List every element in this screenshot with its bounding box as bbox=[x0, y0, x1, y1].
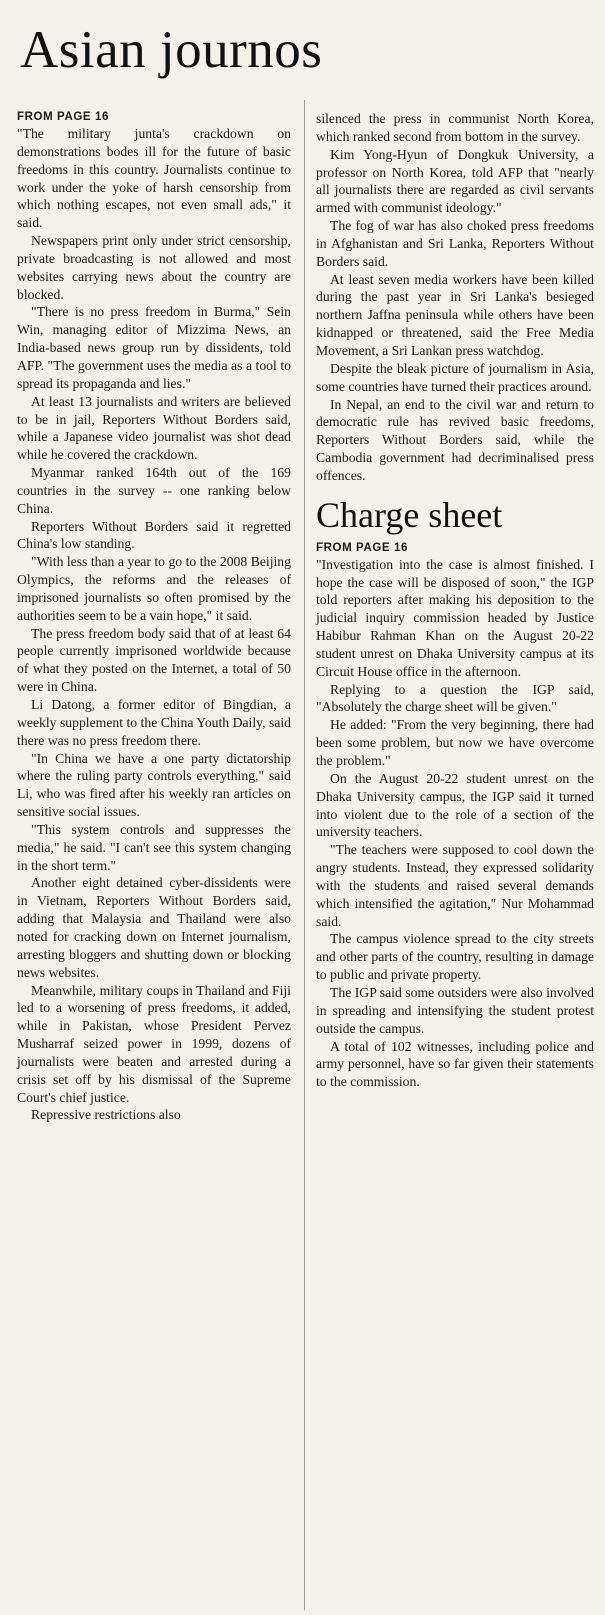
right-column bbox=[316, 110, 594, 1091]
paragraph: At least seven media workers have been killed during the past year in Sri Lanka's besieged northern Jaffna peninsula while others have been kidnapped or threatened, said the Free Media Movement, a Sri Lankan press watchdog. bbox=[316, 271, 594, 358]
kicker-from-page: FROM PAGE 16 bbox=[17, 111, 109, 123]
paragraph: "Investigation into the case is almost finished. I hope the case will be disposed of soon," the IGP told reporters after making his deposition to the judicial inquiry commission headed by Justice Habibur Rahman Khan on the August 20-22 student unrest on Dhaka University campus at its Circuit House office in the afternoon. bbox=[316, 556, 594, 679]
paragraph: The press freedom body said that of at least 64 people currently imprisoned worldwide because of what they posted on the Internet, a total of 50 were in China. bbox=[17, 625, 291, 695]
paragraph: "With less than a year to go to the 2008 Beijing Olympics, the reforms and the releases of imprisoned journalists so often promised by the authorities seem to be a vain hope," it said. bbox=[17, 554, 291, 623]
paragraph: Newspapers print only under strict censorship, private broadcasting is not allowed and most websites carrying news about the country are blocked. bbox=[17, 233, 291, 302]
paragraph: Myanmar ranked 164th out of the 169 countries in the survey -- one ranking below China. bbox=[17, 465, 291, 516]
paragraph: Despite the bleak picture of journalism in Asia, some countries have turned their practices around. bbox=[316, 360, 594, 394]
paragraph: Kim Yong-Hyun of Dongkuk University, a professor on North Korea, told AFP that "nearly all journalists there are regarded as civil servants armed with communist ideology." bbox=[316, 146, 594, 216]
headline-asian-journos: Asian journos bbox=[20, 21, 323, 79]
kicker-from-page: FROM PAGE 16 bbox=[316, 541, 408, 554]
paragraph: The fog of war has also choked press freedoms in Afghanistan and Sri Lanka, Reporters Without Borders said. bbox=[316, 218, 594, 269]
headline-charge-sheet: Charge sheet bbox=[316, 494, 503, 535]
paragraph: A total of 102 witnesses, including police and army personnel, have so far given their statements to the commission. bbox=[316, 1038, 594, 1090]
column-divider bbox=[304, 100, 305, 1610]
paragraph: "There is no press freedom in Burma," Sein Win, managing editor of Mizzima News, an India-based news group run by dissidents, told AFP. "The government uses the media as a tool to spread its propaganda and lies." bbox=[17, 304, 291, 391]
paragraph: Meanwhile, military coups in Thailand and Fiji led to a worsening of press freedoms, it added, while in Pakistan, whose President Pervez Musharraf seized power in 1999, dozens of journalists were beaten and arrested during a crisis set off by his dismissal of the Supreme Court's chief justice. bbox=[17, 982, 291, 1105]
paragraph: In Nepal, an end to the civil war and return to democratic rule has revived basic freedoms, Reporters Without Borders said, while the Cambodia government had decriminalised press offences. bbox=[316, 396, 594, 483]
paragraph: silenced the press in communist North Korea, which ranked second from bottom in the survey. bbox=[316, 111, 594, 144]
article-asian-journos-left-column bbox=[17, 110, 291, 1124]
paragraph: "This system controls and suppresses the media," he said. "I can't see this system changing in the short term." bbox=[17, 821, 291, 873]
paragraph: Replying to a question the IGP said, "Absolutely the charge sheet will be given." bbox=[316, 681, 594, 715]
paragraph: On the August 20-22 student unrest on the Dhaka University campus, the IGP said it turned into violent due to the role of a section of the university teachers. bbox=[316, 770, 594, 840]
paragraph: "In China we have a one party dictatorship where the ruling party controls everything," said Li, who was fired after his weekly ran articles on sensitive social issues. bbox=[17, 750, 291, 820]
paragraph: Repressive restrictions also bbox=[31, 1107, 181, 1123]
paragraph: At least 13 journalists and writers are believed to be in jail, Reporters Without Borders said, while a Japanese video journalist was shot dead while he covered the crackdown. bbox=[17, 393, 291, 463]
paragraph: "The teachers were supposed to cool down the angry students. Instead, they expressed solidarity with the students and raised several demands which intensified the agitation," Nur Mohammad said. bbox=[316, 842, 594, 929]
paragraph: Reporters Without Borders said it regretted China's low standing. bbox=[17, 518, 291, 552]
paragraph: The IGP said some outsiders were also involved in spreading and intensifying the student protest outside the campus. bbox=[316, 984, 594, 1036]
paragraph: He added: "From the very beginning, there had been some problem, but now we have overcome the problem." bbox=[316, 717, 594, 768]
paragraph: "The military junta's crackdown on demonstrations bodes ill for the future of basic freedoms in this country. Journalists continue to work under the yoke of harsh censorship from which nothing escapes, not even small ads," it said. bbox=[17, 126, 291, 231]
paragraph: Li Datong, a former editor of Bingdian, a weekly supplement to the China Youth Daily, said there was no press freedom there. bbox=[17, 697, 291, 748]
paragraph: Another eight detained cyber-dissidents were in Vietnam, Reporters Without Borders said, adding that Malaysia and Thailand were also noted for cracking down on Internet journalism, arresting bloggers and shutting down or blocking news websites. bbox=[17, 875, 291, 980]
paragraph: The campus violence spread to the city streets and other parts of the country, resulting in damage to public and private property. bbox=[316, 931, 594, 983]
